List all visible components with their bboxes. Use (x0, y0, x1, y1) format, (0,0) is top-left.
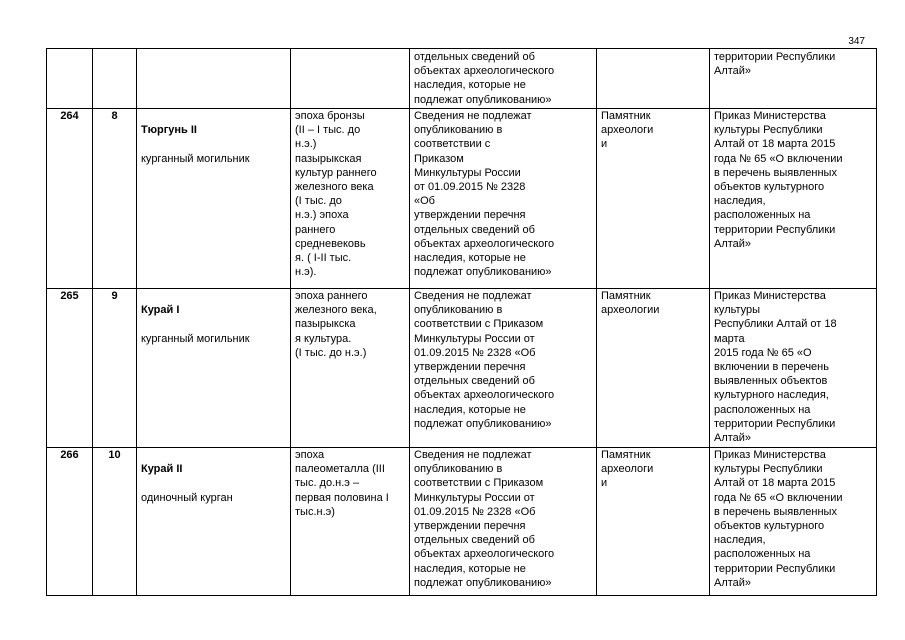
object-name-cell (137, 448, 291, 596)
row-number-cell: 264 (47, 109, 93, 289)
table-row (47, 109, 877, 289)
period-cell: эпоха палеометалла (III тыс. до.н.э – первая половина I тыс.н.э) (291, 448, 410, 596)
category-cell: Памятник археологи и (597, 109, 710, 289)
location-status-cell: Сведения не подлежат опубликованию в соответствии с Приказом Минкультуры России от 01.09.2015 № 2328 «Об утверждении перечня отдельных сведений об объектах археологического наследия, которые не подлежат опубликованию» (410, 109, 597, 289)
category-cell (597, 49, 710, 109)
period-cell: эпоха раннего железного века, пазырыкска я культура. (I тыс. до н.э.) (291, 289, 410, 448)
object-name-cell (137, 49, 291, 109)
row-number-cell: 266 (47, 448, 93, 596)
object-type: одиночный курган (141, 491, 233, 504)
object-name: Курай II (141, 463, 183, 476)
row-index-cell: 10 (93, 448, 137, 596)
object-name-cell (137, 289, 291, 448)
row-index-cell: 9 (93, 289, 137, 448)
table-row (47, 289, 877, 448)
category-cell: Памятник археологи и (597, 448, 710, 596)
period-cell (291, 49, 410, 109)
document-cell: Приказ Министерства культуры Республики Алтай от 18 марта 2015 года № 65 «О включении в перечень выявленных объектов культурного наследия, расположенных на территории Республики Алтай» (710, 109, 877, 289)
page-number: 347 (848, 36, 865, 47)
row-index-cell: 8 (93, 109, 137, 289)
period-cell: эпоха бронзы (II – I тыс. до н.э.) пазырыкская культур раннего железного века (I тыс. до н.э.) эпоха раннего средневековь я. ( I-II тыс. н.э). (291, 109, 410, 289)
document-cell: Приказ Министерства культуры Республики Алтай от 18 марта 2015 года № 65 «О включении в перечень выявленных объектов культурного наследия, расположенных на территории Республики Алтай» (710, 448, 877, 596)
heritage-registry-table (46, 48, 877, 596)
location-status-cell: отдельных сведений об объектах археологического наследия, которые не подлежат опубликованию» (410, 49, 597, 109)
category-cell: Памятник археологии (597, 289, 710, 448)
document-cell: Приказ Министерства культуры Республики Алтай от 18 марта 2015 года № 65 «О включении в перечень выявленных объектов культурного наследия, расположенных на территории Республики Алтай» (710, 289, 877, 448)
row-number-cell (47, 49, 93, 109)
object-type: курганный могильник (141, 332, 250, 345)
object-name: Курай I (141, 304, 180, 317)
object-type: курганный могильник (141, 152, 250, 165)
row-index-cell (93, 49, 137, 109)
document-cell: территории Республики Алтай» (710, 49, 877, 109)
object-name: Тюргунь II (141, 124, 197, 137)
location-status-cell: Сведения не подлежат опубликованию в соответствии с Приказом Минкультуры России от 01.09.2015 № 2328 «Об утверждении перечня отдельных сведений об объектах археологического наследия, которые не подлежат опубликованию» (410, 448, 597, 596)
object-name-cell (137, 109, 291, 289)
row-number-cell: 265 (47, 289, 93, 448)
location-status-cell: Сведения не подлежат опубликованию в соответствии с Приказом Минкультуры России от 01.09.2015 № 2328 «Об утверждении перечня отдельных сведений об объектах археологического наследия, которые не подлежат опубликованию» (410, 289, 597, 448)
table-row (47, 49, 877, 109)
table-row (47, 448, 877, 596)
